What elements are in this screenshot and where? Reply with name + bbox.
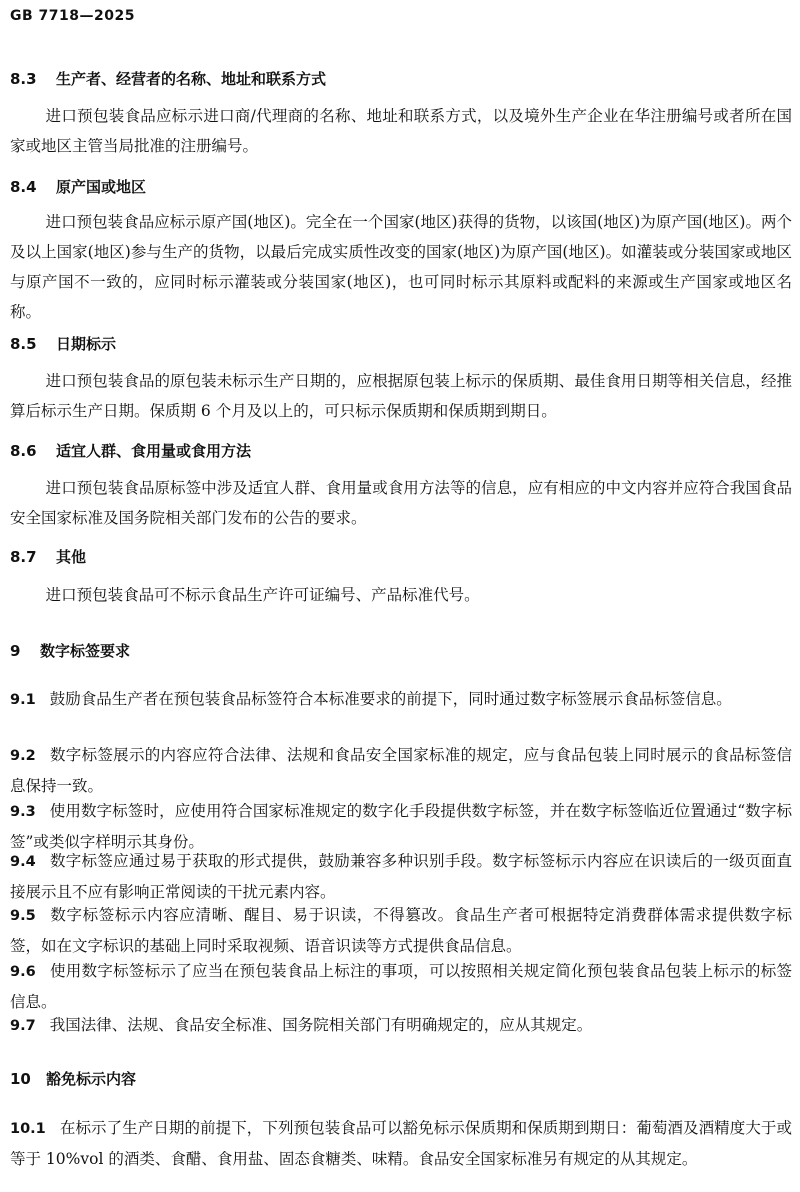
clause-9-1 xyxy=(10,684,792,715)
clause-text: 数字标签标示内容应清晰、醒目、易于识读，不得篡改。食品生产者可根据特定消费群体需求提供数字标签，如在文字标识的基础上同时采取视频、语音识读等方式提供食品信息。 xyxy=(10,906,792,955)
clause-9-5 xyxy=(10,900,792,961)
clause-9-6 xyxy=(10,956,792,1017)
clause-number: 9.3 xyxy=(10,804,36,820)
section-title: 生产者、经营者的名称、地址和联系方式 xyxy=(56,70,327,88)
clause-number: 9.1 xyxy=(10,692,36,708)
clause-9-4 xyxy=(10,846,792,907)
section-number: 8.4 xyxy=(10,178,37,196)
clause-number: 10.1 xyxy=(10,1121,46,1137)
chapter-title: 豁免标示内容 xyxy=(46,1070,137,1088)
paragraph-8-3: 进口预包装食品应标示进口商/代理商的名称、地址和联系方式，以及境外生产企业在华注册编号或者所在国家或地区主管当局批准的注册编号。 xyxy=(10,107,792,155)
section-heading-8-5 xyxy=(10,333,116,354)
clause-number: 9.2 xyxy=(10,748,36,764)
paragraph-8-6: 进口预包装食品原标签中涉及适宜人群、食用量或食用方法等的信息，应有相应的中文内容并应符合我国食品安全国家标准及国务院相关部门发布的公告的要求。 xyxy=(10,479,792,527)
clause-9-2 xyxy=(10,740,792,801)
section-title: 其他 xyxy=(56,548,87,566)
section-number: 8.6 xyxy=(10,442,37,460)
clause-text: 数字标签展示的内容应符合法律、法规和食品安全国家标准的规定，应与食品包装上同时展示的食品标签信息保持一致。 xyxy=(10,746,792,795)
chapter-heading-10 xyxy=(10,1068,136,1089)
section-title: 原产国或地区 xyxy=(56,178,147,196)
paragraph-8-5: 进口预包装食品的原包装未标示生产日期的，应根据原包装上标示的保质期、最佳食用日期等相关信息，经推算后标示生产日期。保质期 6 个月及以上的，可只标示保质期和保质期到期日。 xyxy=(10,372,792,420)
section-heading-8-7 xyxy=(10,546,86,567)
page-header-standard-code: GB 7718—2025 xyxy=(10,8,135,24)
section-heading-8-6 xyxy=(10,440,251,461)
clause-number: 9.5 xyxy=(10,908,36,924)
clause-text: 使用数字标签标示了应当在预包装食品上标注的事项，可以按照相关规定简化预包装食品包装上标示的标签信息。 xyxy=(10,962,792,1011)
clause-number: 9.7 xyxy=(10,1018,36,1034)
section-number: 8.5 xyxy=(10,335,37,353)
section-title: 适宜人群、食用量或食用方法 xyxy=(56,442,252,460)
section-number: 8.3 xyxy=(10,70,37,88)
section-title: 日期标示 xyxy=(56,335,117,353)
section-heading-8-3 xyxy=(10,68,326,89)
clause-text: 我国法律、法规、食品安全标准、国务院相关部门有明确规定的，应从其规定。 xyxy=(49,1016,593,1034)
paragraph-8-4: 进口预包装食品应标示原产国(地区)。完全在一个国家(地区)获得的货物，以该国(地区)为原产国(地区)。两个及以上国家(地区)参与生产的货物，以最后完成实质性改变的国家(地区)为原产国(地区)。如灌装或分装国家或地区与原产国不一致的，应同时标示灌装或分装国家(地区)，也可同时标示其原料或配料的来源或生产国家或地区名称。 xyxy=(10,213,792,321)
section-number: 8.7 xyxy=(10,548,37,566)
chapter-heading-9 xyxy=(10,640,130,661)
clause-text: 在标示了生产日期的前提下，下列预包装食品可以豁免标示保质期和保质期到期日：葡萄酒及酒精度大于或等于 10%vol 的酒类、食醋、食用盐、固态食糖类、味精。食品安全国家标准另有规定的从其规定。 xyxy=(10,1119,792,1168)
clause-text: 使用数字标签时，应使用符合国家标准规定的数字化手段提供数字标签，并在数字标签临近位置通过“数字标签”或类似字样明示其身份。 xyxy=(10,802,792,851)
clause-text: 鼓励食品生产者在预包装食品标签符合本标准要求的前提下，同时通过数字标签展示食品标签信息。 xyxy=(49,690,732,708)
chapter-number: 10 xyxy=(10,1070,31,1088)
clause-number: 9.6 xyxy=(10,964,36,980)
clause-text: 数字标签应通过易于获取的形式提供，鼓励兼容多种识别手段。数字标签标示内容应在识读后的一级页面直接展示且不应有影响正常阅读的干扰元素内容。 xyxy=(10,852,792,901)
clause-number: 9.4 xyxy=(10,854,36,870)
clause-10-1 xyxy=(10,1113,792,1174)
paragraph-8-7: 进口预包装食品可不标示食品生产许可证编号、产品标准代号。 xyxy=(45,586,480,604)
chapter-title: 数字标签要求 xyxy=(40,642,131,660)
clause-9-7 xyxy=(10,1010,792,1041)
chapter-number: 9 xyxy=(10,642,21,660)
section-heading-8-4 xyxy=(10,176,146,197)
